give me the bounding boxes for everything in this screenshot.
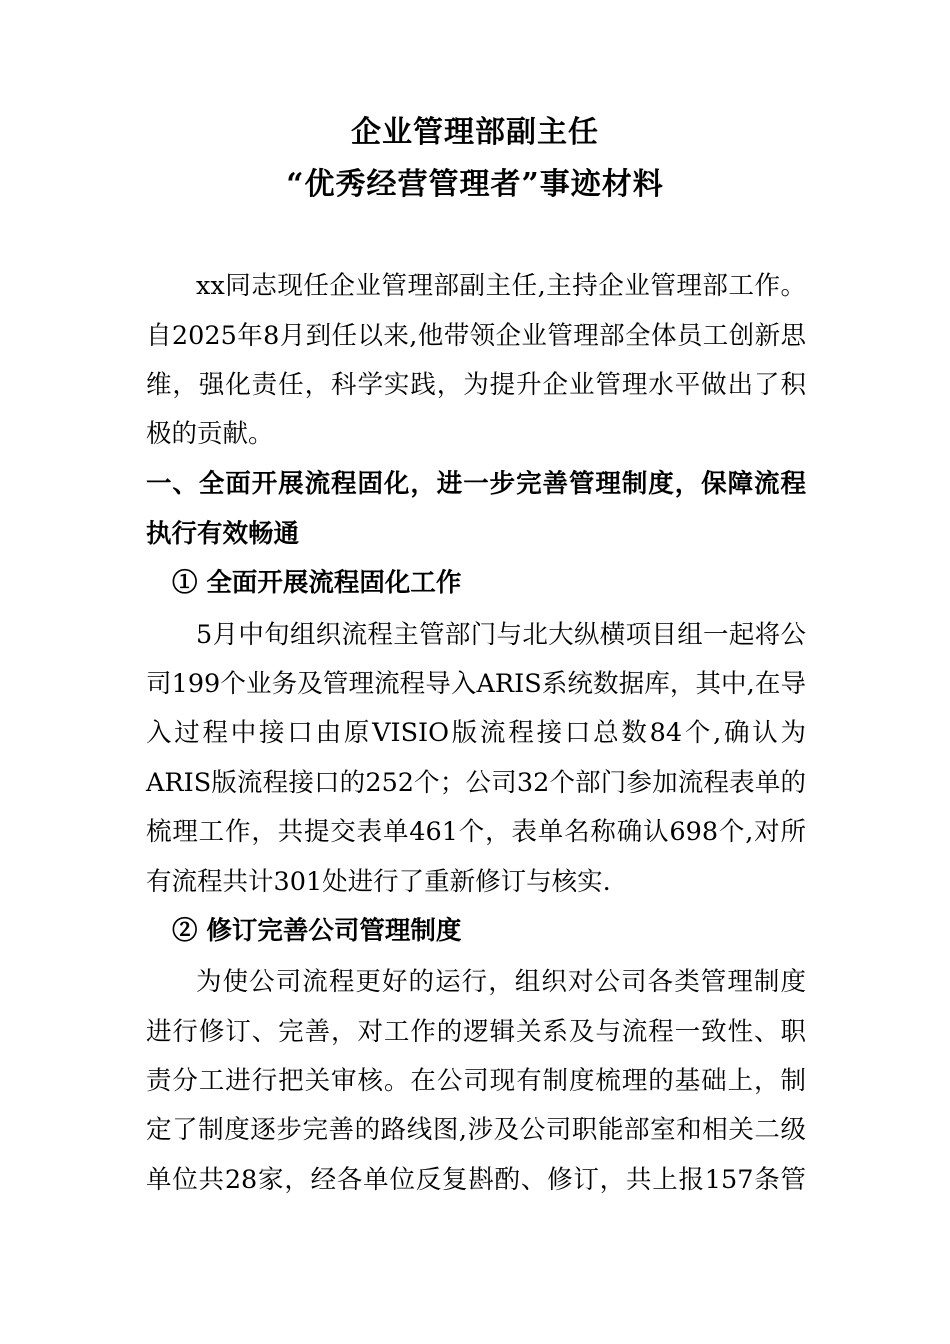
subsection-1-line-2: 司199个业务及管理流程导入ARIS系统数据库，其中,在导 [146, 669, 806, 699]
subsection-2-line-4: 定了制度逐步完善的路线图,涉及公司职能部室和相关二级 [146, 1115, 806, 1145]
intro-line-2: 自2025年8月到任以来,他带领企业管理部全体员工创新思 [146, 321, 806, 351]
subsection-1-heading: ① 全面开展流程固化工作 [172, 568, 462, 598]
intro-line-3: 维，强化责任，科学实践，为提升企业管理水平做出了积 [146, 370, 806, 400]
subsection-1-line-5: 梳理工作，共提交表单461个，表单名称确认698个,对所 [146, 817, 806, 847]
subsection-2-heading: ② 修订完善公司管理制度 [172, 916, 462, 946]
subsection-2-line-5: 单位共28家，经各单位反复斟酌、修订，共上报157条管 [146, 1165, 806, 1195]
section-1-heading-line-2: 执行有效畅通 [146, 519, 300, 549]
intro-line-1: xx同志现任企业管理部副主任,主持企业管理部工作。 [196, 271, 806, 301]
subsection-1-line-3: 入过程中接口由原VISIO版流程接口总数84个,确认为 [146, 718, 806, 748]
subsection-2-line-3: 责分工进行把关审核。在公司现有制度梳理的基础上，制 [146, 1066, 806, 1096]
document-title-line-1: 企业管理部副主任 [351, 115, 599, 150]
subsection-2-line-1: 为使公司流程更好的运行，组织对公司各类管理制度 [196, 967, 806, 997]
section-1-heading-line-1: 一、全面开展流程固化，进一步完善管理制度，保障流程 [146, 469, 806, 499]
intro-line-4: 极的贡献。 [146, 419, 274, 449]
document-title-line-2: “优秀经营管理者”事迹材料 [286, 167, 664, 202]
subsection-2-line-2: 进行修订、完善，对工作的逻辑关系及与流程一致性、职 [146, 1017, 806, 1047]
subsection-1-line-6: 有流程共计301处进行了重新修订与核实. [146, 867, 611, 897]
subsection-1-line-4: ARIS版流程接口的252个；公司32个部门参加流程表单的 [146, 768, 806, 798]
subsection-1-line-1: 5月中旬组织流程主管部门与北大纵横项目组一起将公 [196, 620, 806, 650]
